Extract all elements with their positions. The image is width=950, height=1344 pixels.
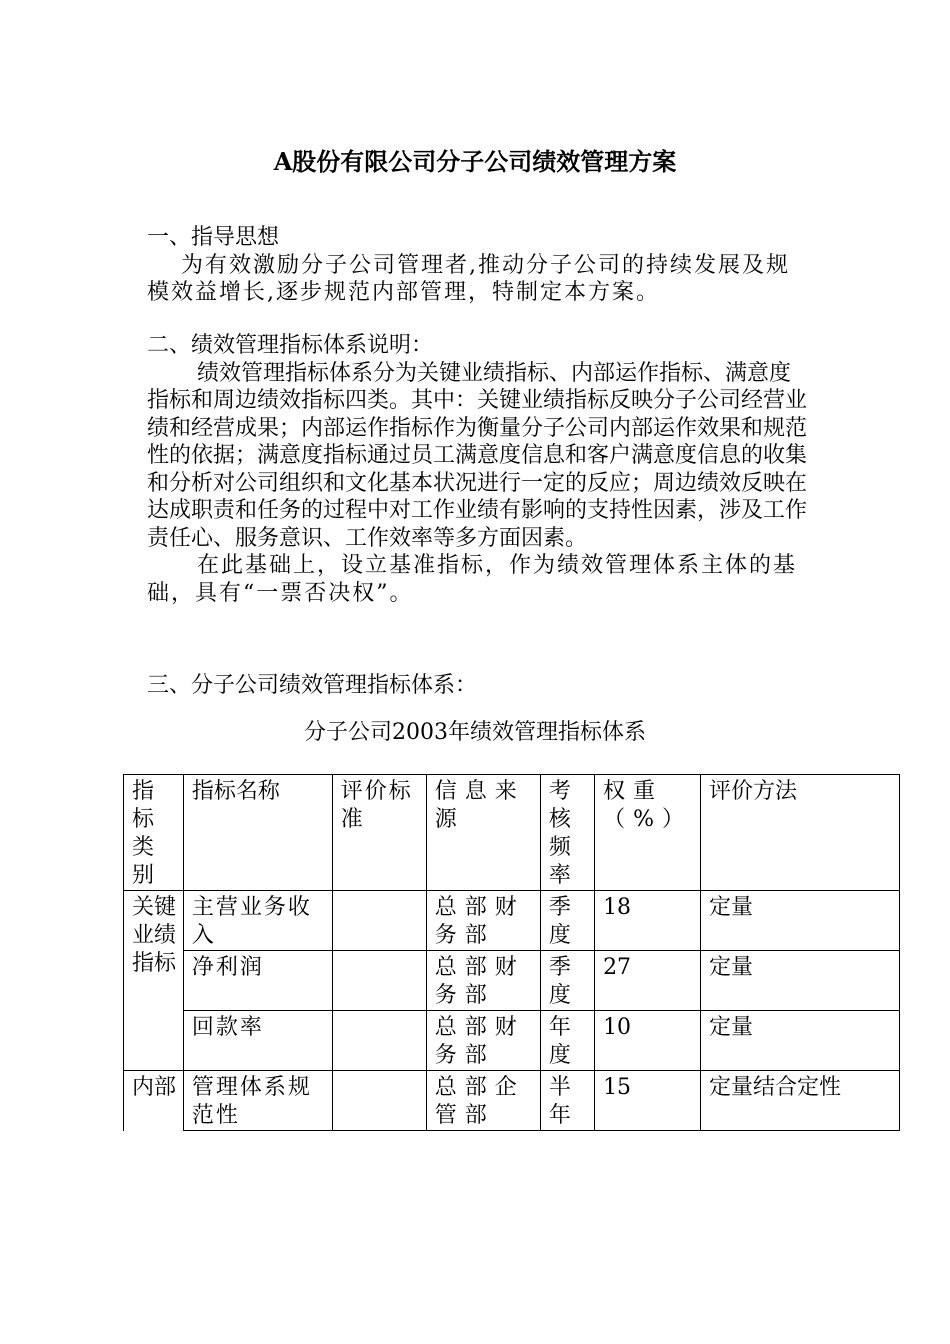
header-method: 评价方法 xyxy=(700,775,899,891)
cell-name: 主营业务收入 xyxy=(183,891,332,951)
cell-standard xyxy=(332,1011,426,1071)
header-standard: 评价标准 xyxy=(332,775,426,891)
cell-weight: 15 xyxy=(595,1071,701,1131)
table-header-row xyxy=(124,775,900,891)
cell-name: 回款率 xyxy=(183,1011,332,1071)
cell-weight: 10 xyxy=(595,1011,701,1071)
cell-frequency: 年度 xyxy=(540,1011,594,1071)
table-caption: 分子公司2003年绩效管理指标体系 xyxy=(304,720,646,745)
section-3-heading: 三、分子公司绩效管理指标体系： xyxy=(147,673,478,698)
section-2-paragraph-1: 绩效管理指标体系分为关键业绩指标、内部运作指标、满意度指标和周边绩效指标四类。其中：关键业绩指标反映分子公司经营业绩和经营成果；内部运作指标作为衡量分子公司内部运作效果和规范性的依据；满意度指标通过员工满意度信息和客户满意度信息的收集和分析对公司组织和文化基本状况进行一定的反应；周边绩效反映在达成职责和任务的过程中对工作业绩有影响的支持性因素，涉及工作责任心、服务意识、工作效率等多方面因素。 xyxy=(147,360,808,551)
document-title: A股份有限公司分子公司绩效管理方案 xyxy=(273,147,677,176)
cell-weight: 27 xyxy=(595,951,701,1011)
table-row xyxy=(124,951,900,1011)
header-name: 指标名称 xyxy=(183,775,332,891)
section-indicator-description xyxy=(147,332,807,607)
header-source: 信息来源 xyxy=(426,775,540,891)
cell-standard xyxy=(332,1071,426,1131)
cell-name: 管理体系规范性 xyxy=(183,1071,332,1131)
cell-method: 定量 xyxy=(700,891,899,951)
header-category: 指标类别 xyxy=(124,775,184,891)
cell-source: 总部财务部 xyxy=(426,891,540,951)
section-2-paragraph-2: 在此基础上，设立基准指标，作为绩效管理体系主体的基础，具有“一票否决权”。 xyxy=(147,553,798,606)
cell-method: 定量结合定性 xyxy=(700,1071,899,1131)
table-row xyxy=(124,1011,900,1071)
section-guiding-ideology xyxy=(147,224,807,307)
category-cell: 关键业绩指标 xyxy=(124,891,184,1071)
table-row xyxy=(124,1071,900,1131)
cell-standard xyxy=(332,891,426,951)
cell-method: 定量 xyxy=(700,951,899,1011)
cell-weight: 18 xyxy=(595,891,701,951)
cell-source: 总部财务部 xyxy=(426,1011,540,1071)
cell-frequency: 季度 xyxy=(540,951,594,1011)
header-frequency: 考核频率 xyxy=(540,775,594,891)
cell-frequency: 季度 xyxy=(540,891,594,951)
cell-method: 定量 xyxy=(700,1011,899,1071)
table-row xyxy=(124,891,900,951)
section-1-heading: 一、指导思想 xyxy=(147,225,280,250)
section-1-paragraph: 为有效激励分子公司管理者,推动分子公司的持续发展及规模效益增长,逐步规范内部管理，特制定本方案。 xyxy=(147,252,790,305)
section-2-heading: 二、绩效管理指标体系说明： xyxy=(147,333,434,358)
cell-source: 总部财务部 xyxy=(426,951,540,1011)
category-cell: 内部 xyxy=(124,1071,184,1131)
cell-frequency: 半年 xyxy=(540,1071,594,1131)
section-indicator-system xyxy=(147,672,807,700)
cell-standard xyxy=(332,951,426,1011)
indicator-table xyxy=(123,774,900,1131)
header-weight: 权重（%） xyxy=(595,775,701,891)
cell-source: 总部企管部 xyxy=(426,1071,540,1131)
cell-name: 净利润 xyxy=(183,951,332,1011)
